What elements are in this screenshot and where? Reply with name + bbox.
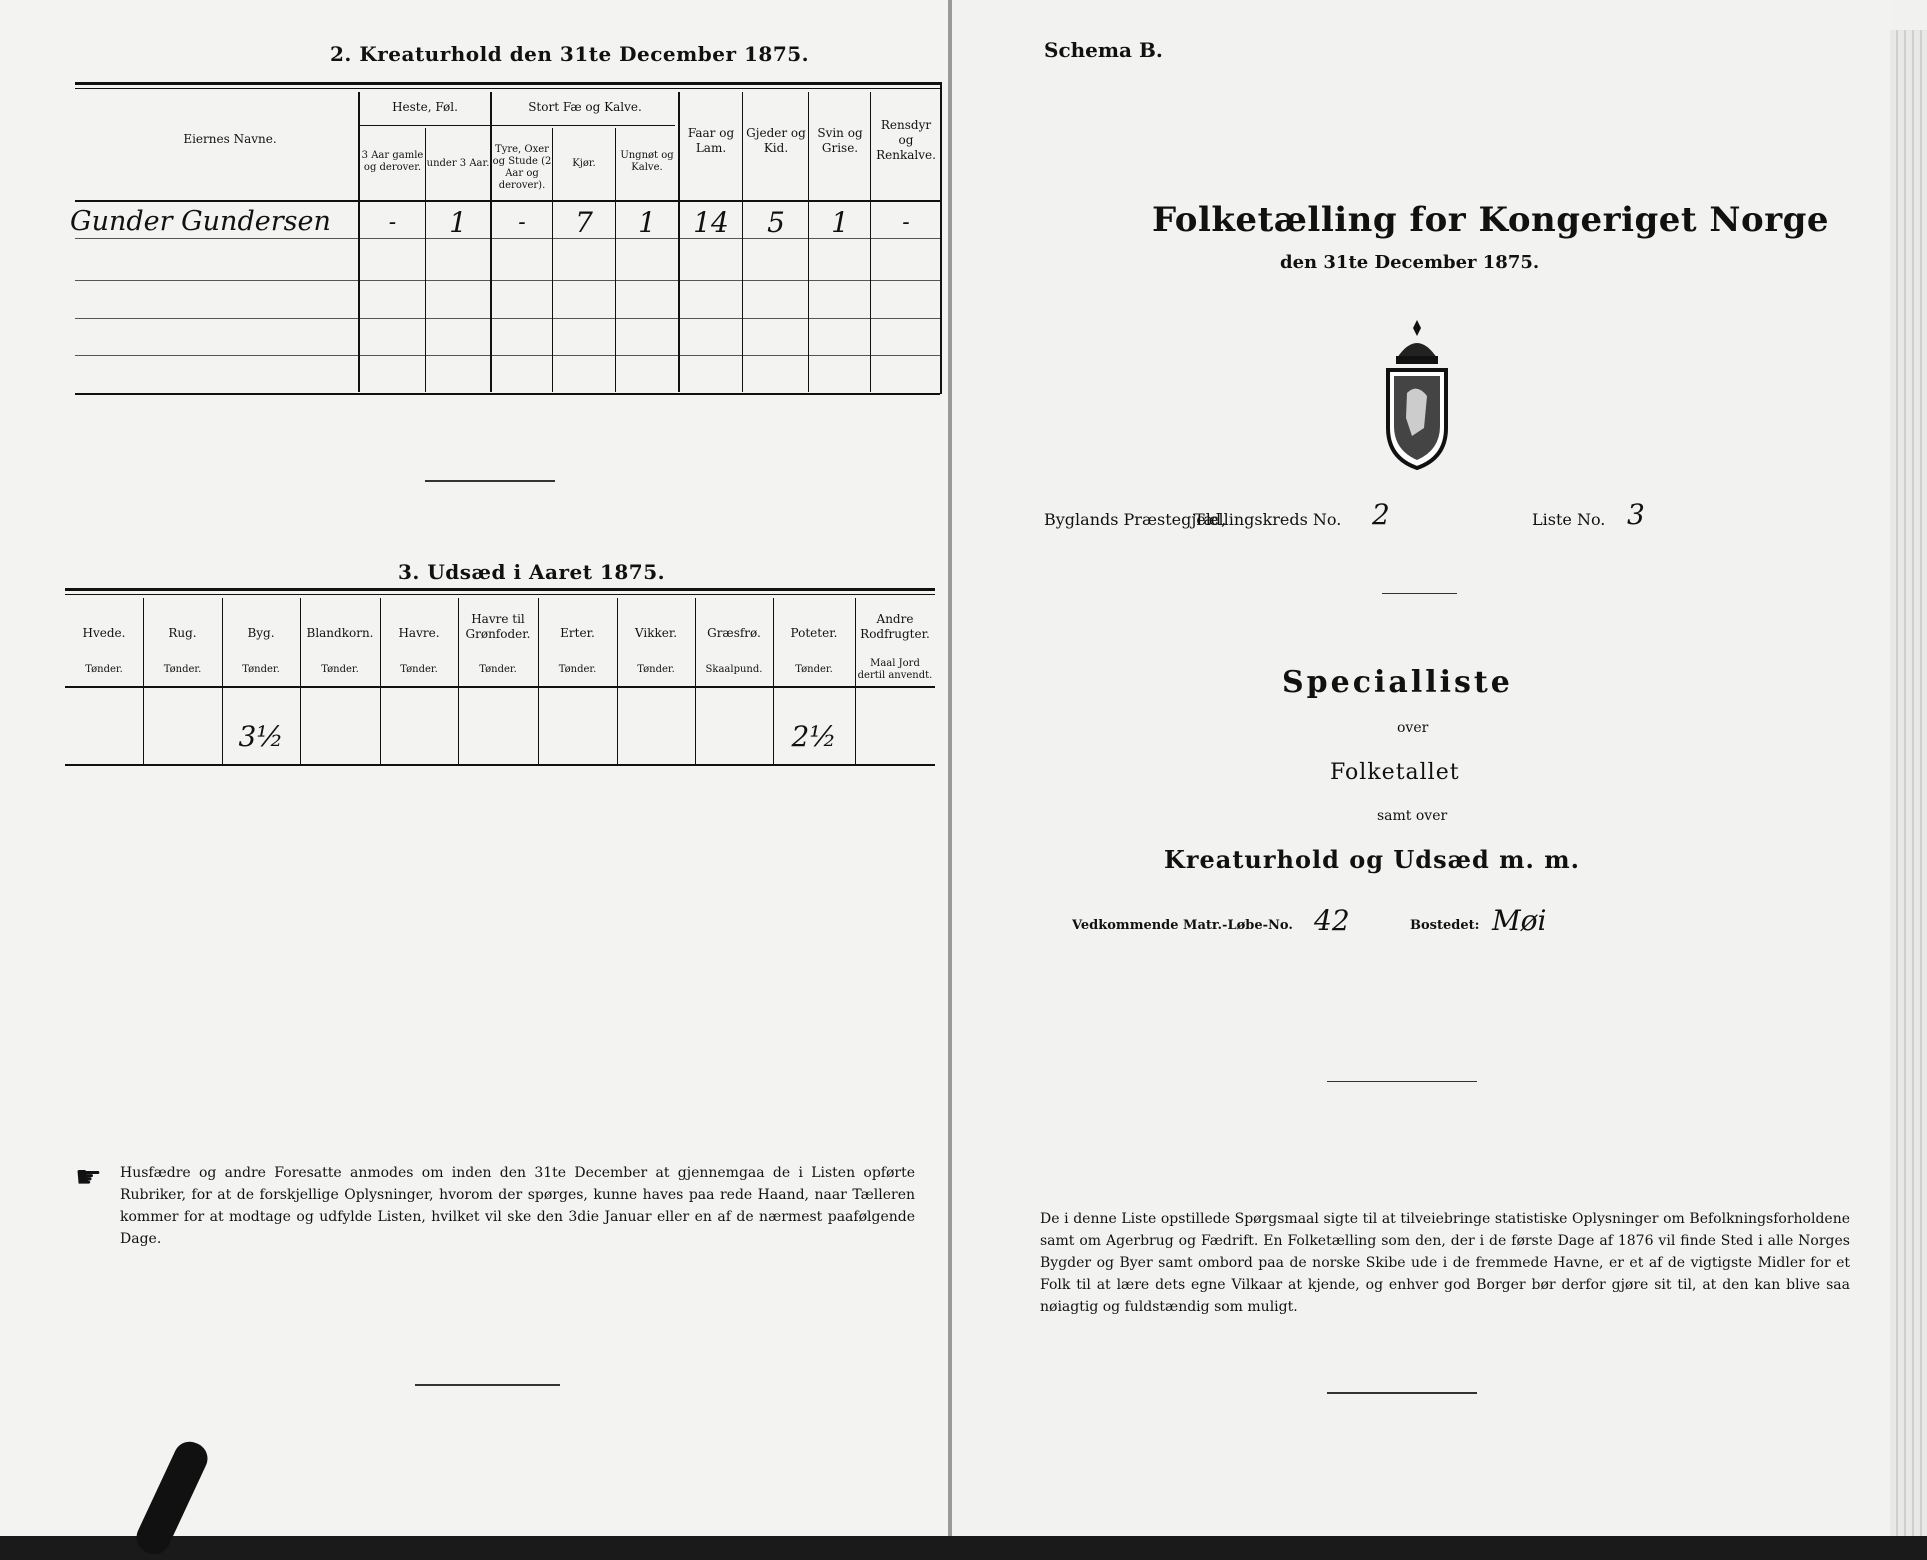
date-line: den 31te December 1875. — [1280, 252, 1540, 273]
specialliste-title: Specialliste — [1282, 665, 1513, 700]
header-goats: Gjeder og Kid. — [746, 126, 806, 155]
section3-title: 3. Udsæd i Aaret 1875. — [398, 560, 666, 584]
matr-label: Vedkommende Matr.-Løbe-No. — [1072, 918, 1293, 933]
notice-text: Husfædre og andre Foresatte anmodes om inden den 31te December at gjennemgaa de i Listen opførte Rubriker, for at de forskjellige Oplysninger, hvorom der spørges, kunne haves paa rede Haand, naar Tælleren kommer for at modtage og udfylde Listen, hvilket vil ske den 3die Januar eller en af de nærmest paafølgende Dage. — [120, 1165, 915, 1247]
section2-title: 2. Kreaturhold den 31te December 1875. — [330, 42, 810, 66]
value-horses-young: 1 — [449, 206, 467, 239]
seed-unit: Tønder. — [163, 664, 202, 675]
seed-unit: Maal Jord dertil anvendt. — [857, 658, 933, 681]
seed-col-rule — [222, 598, 223, 764]
seed-unit: Tønder. — [242, 664, 280, 675]
seed-value: 2½ — [791, 720, 837, 753]
table3-header-rule — [65, 686, 935, 688]
header-cattle: Stort Fæ og Kalve. — [528, 100, 642, 114]
bottom-dash — [1327, 1392, 1477, 1394]
pen-shadow — [131, 1436, 213, 1559]
col-rule — [742, 92, 743, 392]
seed-header: Erter. — [560, 626, 595, 640]
seed-unit: Tønder. — [479, 664, 517, 675]
seed-col-rule — [300, 598, 301, 764]
separator-dash — [1382, 593, 1457, 594]
seed-header: Byg. — [247, 626, 275, 640]
list-no: 3 — [1627, 498, 1645, 531]
folketallet-label: Folketallet — [1330, 760, 1460, 785]
header-horses: Heste, Føl. — [392, 100, 458, 114]
seed-unit: Tønder. — [85, 664, 123, 675]
seed-header: Vikker. — [634, 626, 678, 640]
cattle-subrule — [490, 125, 675, 126]
header-cattle-young: Ungnøt og Kalve. — [620, 150, 674, 173]
pointing-hand-icon: ☛ — [75, 1160, 102, 1195]
horses-subrule — [360, 125, 490, 126]
header-cattle-cows: Kjør. — [572, 158, 596, 169]
col-rule — [808, 92, 809, 392]
seed-unit: Tønder. — [321, 664, 359, 675]
header-horses-old: 3 Aar gamle og derover. — [361, 150, 424, 173]
header-owner: Eiernes Navne. — [183, 132, 277, 146]
schema-label: Schema B. — [1044, 38, 1163, 62]
table3-top-rule — [65, 588, 935, 591]
seed-col-rule — [695, 598, 696, 764]
main-title: Folketælling for Kongeriget Norge — [1152, 200, 1830, 240]
header-cattle-bulls: Tyre, Oxer og Stude (2 Aar og derover). — [492, 144, 552, 191]
bottom-dash — [415, 1384, 560, 1386]
header-reindeer: Rensdyr og Renkalve. — [876, 118, 936, 162]
value-cattle-young: 1 — [638, 206, 656, 239]
header-sheep: Faar og Lam. — [687, 126, 735, 155]
seed-unit: Tønder. — [795, 664, 833, 675]
district-label: Tællingskreds No. — [1194, 510, 1342, 529]
samt-over-label: samt over — [1377, 808, 1448, 824]
table2-bottom-rule — [75, 393, 940, 395]
value-sheep: 14 — [693, 206, 729, 239]
seed-header: Havre. — [398, 626, 440, 640]
seed-header: Havre til Grønfoder. — [465, 612, 531, 641]
list-label: Liste No. — [1532, 510, 1606, 529]
kreaturhold-title: Kreaturhold og Udsæd m. m. — [1164, 845, 1580, 874]
table3-bottom-rule — [65, 764, 935, 766]
col-rule — [490, 92, 492, 392]
bostedet-label: Bostedet: — [1410, 918, 1480, 933]
seed-col-rule — [380, 598, 381, 764]
seed-col-rule — [617, 598, 618, 764]
table2-header-rule — [75, 200, 940, 202]
seed-col-rule — [773, 598, 774, 764]
col-rule — [358, 92, 360, 392]
col-rule — [940, 82, 942, 394]
seed-header: Rug. — [168, 626, 197, 640]
separator-dash — [1327, 1081, 1477, 1082]
footer-text: De i denne Liste opstillede Spørgsmaal sigte til at tilveiebringe statistiske Oplysninger om Befolkningsforholdene samt om Agerbrug og Fædrift. En Folketælling som den, der i de første Dage af 1876 vil finde Sted i alle Norges Bygder og Byer samt ombord paa de norske Skibe ude i de fremmede Havne, er et af de vigtigste Midler for et Folk til at lære dets egne Vilkaar at kjende, og enhver god Borger bør derfor gjøre sit til, at den kan blive saa nøiagtig og fuldstændig som muligt. — [1040, 1211, 1850, 1315]
table2-row-rule — [75, 355, 940, 356]
value-cattle-cows: 7 — [575, 206, 593, 239]
seed-unit: Skaalpund. — [705, 664, 763, 675]
district-no: 2 — [1372, 498, 1390, 531]
bostedet-value: Møi — [1492, 904, 1547, 937]
header-horses-young: under 3 Aar. — [426, 158, 490, 169]
value-cattle-bulls: - — [518, 210, 526, 235]
seed-col-rule — [458, 598, 459, 764]
seed-header: Hvede. — [82, 626, 126, 640]
table2-row-rule — [75, 318, 940, 319]
parish-label: Byglands Præstegjeld, — [1044, 510, 1227, 529]
table2-top-rule-thin — [75, 88, 940, 89]
seed-unit: Tønder. — [400, 664, 438, 675]
seed-col-rule — [143, 598, 144, 764]
seed-value: 3½ — [238, 720, 284, 753]
separator-dash — [425, 480, 555, 482]
seed-col-rule — [855, 598, 856, 764]
seed-header: Blandkorn. — [306, 626, 374, 640]
value-horses-old: - — [388, 210, 397, 235]
table2-row-rule — [75, 280, 940, 281]
owner-name: Gunder Gundersen — [70, 206, 331, 237]
header-pigs: Svin og Grise. — [817, 126, 863, 155]
over-label: over — [1397, 720, 1429, 736]
table3-top-rule-thin — [65, 594, 935, 595]
value-goats: 5 — [767, 206, 785, 239]
value-pigs: 1 — [831, 206, 849, 239]
col-rule — [678, 92, 680, 392]
right-page — [952, 0, 1892, 1536]
page-fold-edge — [1890, 30, 1927, 1536]
col-rule — [870, 92, 871, 392]
seed-unit: Tønder. — [637, 664, 675, 675]
seed-header: Andre Rodfrugter. — [860, 612, 930, 641]
left-page — [0, 0, 950, 1536]
seed-col-rule — [538, 598, 539, 764]
coat-of-arms-icon — [1382, 318, 1452, 478]
value-reindeer: - — [902, 210, 910, 235]
seed-header: Poteter. — [790, 626, 838, 640]
seed-header: Græsfrø. — [707, 626, 761, 640]
seed-unit: Tønder. — [558, 664, 597, 675]
matr-no: 42 — [1314, 904, 1350, 937]
table2-top-rule — [75, 82, 940, 85]
